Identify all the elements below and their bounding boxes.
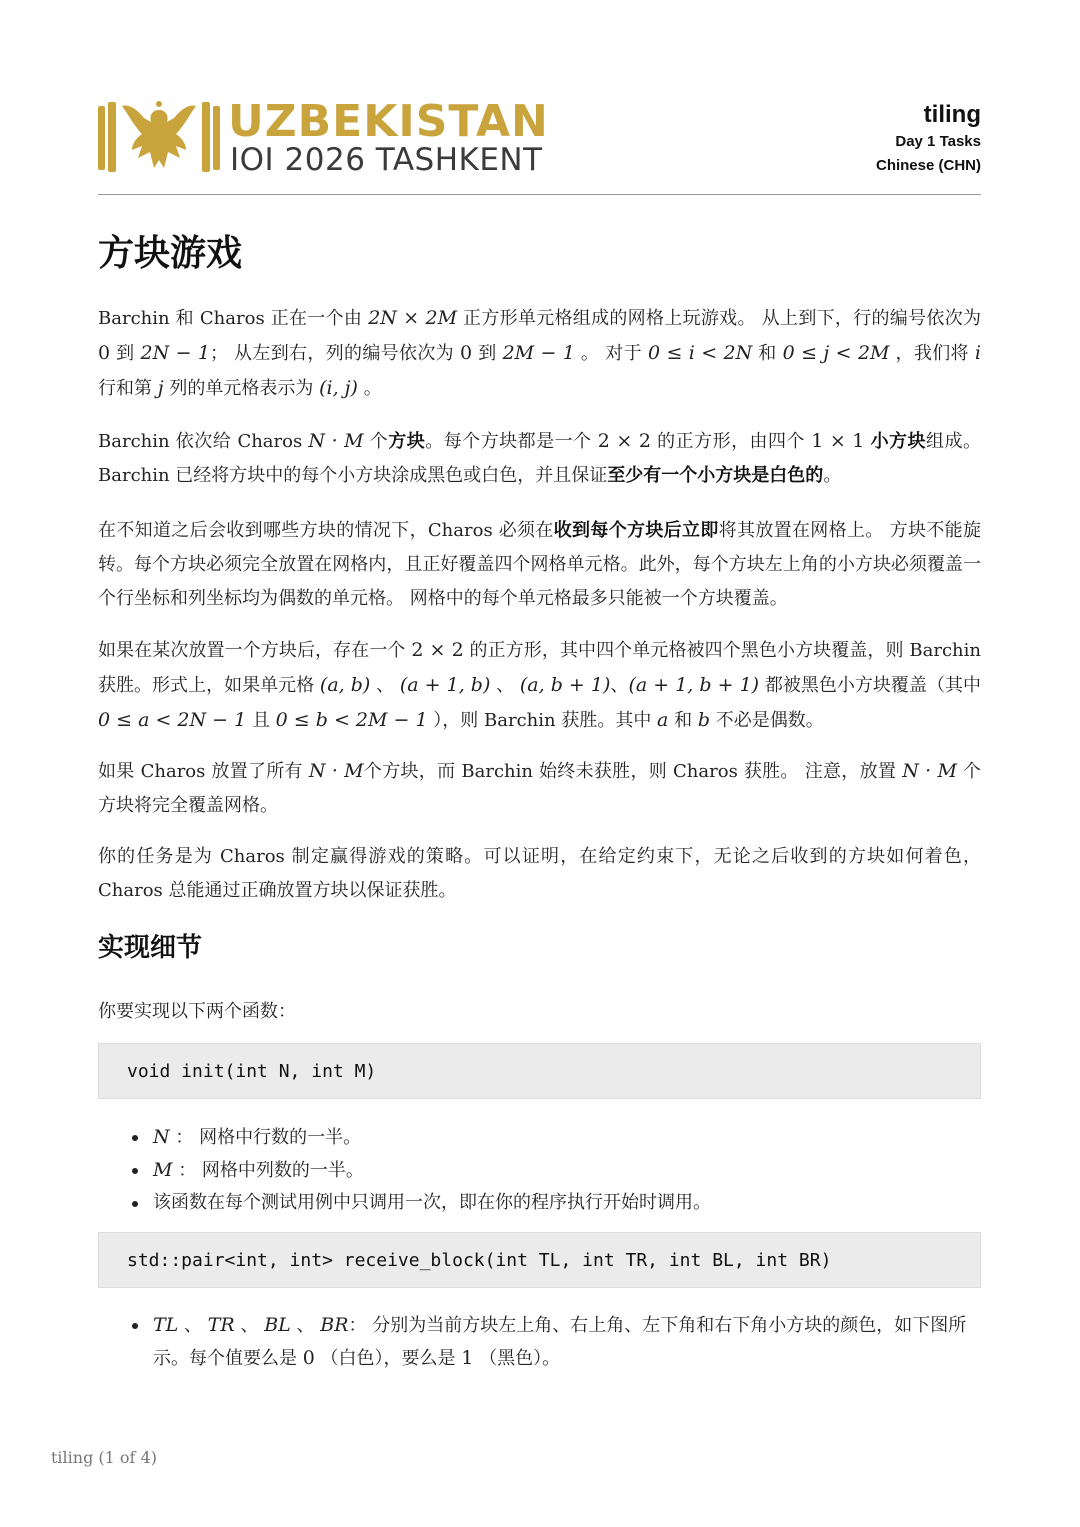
paragraph-barchin-wins: 如果在某次放置一个方块后，存在一个 2 × 2 的正方形，其中四个单元格被四个黑色小方块覆盖，则 Barchin 获胜。形式上，如果单元格 (a, b) 、 (a + 1, b) 、 (a, b + 1)、(a + 1, b + 1) 都被黑色小方块覆盖（其中 0 ≤ a < 2N − 1 且 0 ≤ b < 2M − 1 ），则 Barchin 获胜。其中 a 和 b 不必是偶数。 [98, 639, 981, 731]
list-item: 该函数在每个测试用例中只调用一次，即在你的程序执行开始时调用。 [98, 1187, 981, 1219]
logo-subtitle: IOI 2026 TASHKENT [230, 142, 543, 178]
code-receive-block-signature: std::pair<int, int> receive_block(int TL, int TR, int BL, int BR) [98, 1232, 981, 1288]
init-params-list [98, 1121, 981, 1219]
paragraph-task: 你的任务是为 Charos 制定赢得游戏的策略。可以证明，在给定约束下，无论之后收到的方块如何着色，Charos 总能通过正确放置方块以保证获胜。 [98, 846, 981, 901]
implementation-intro: 你要实现以下两个函数： [98, 1001, 296, 1022]
paragraph-placement: 在不知道之后会收到哪些方块的情况下，Charos 必须在收到每个方块后立即将其放置在网格上。 方块不能旋转。每个方块必须完全放置在网格内，且正好覆盖四个网格单元格。此外，每个方块左上角的小方块必须覆盖一个行坐标和列坐标均为偶数的单元格。 网格中的每个单元格最多只能被一个方块覆盖。 [98, 520, 981, 609]
list-item: TL 、 TR 、 BL 、 BR： 分别为当前方块左上角、右上角、左下角和右下角小方块的颜色，如下图所示。每个值要么是 0 （白色），要么是 1 （黑色）。 [98, 1309, 981, 1375]
task-name: tiling [923, 101, 981, 128]
paragraph-blocks: Barchin 依次给 Charos N · M 个方块。每个方块都是一个 2 × 2 的正方形，由四个 1 × 1 小方块组成。Barchin 已经将方块中的每个小方块涂成黑色或白色，并且保证至少有一个小方块是白色的。 [98, 430, 981, 486]
section-title-implementation: 实现细节 [98, 933, 203, 963]
page [98, 0, 981, 1527]
day-label: Day 1 Tasks [895, 133, 981, 150]
page-footer: tiling (1 of 4) [51, 1448, 157, 1467]
logo-title: UZBEKISTAN [228, 96, 549, 147]
list-item: M ： 网格中列数的一半。 [98, 1154, 981, 1187]
receive-block-params-list [98, 1309, 981, 1375]
list-item: N ： 网格中行数的一半。 [98, 1121, 981, 1154]
paragraph-grid: Barchin 和 Charos 正在一个由 2N × 2M 正方形单元格组成的网格上玩游戏。 从上到下，行的编号依次为 0 到 2N − 1； 从左到右，列的编号依次为 0 到 2M − 1 。 对于 0 ≤ i < 2N 和 0 ≤ j < 2M ，我们将 i 行和第 j 列的单元格表示为 (i, j) 。 [98, 307, 981, 399]
code-init-signature: void init(int N, int M) [98, 1043, 981, 1099]
header-meta [876, 100, 981, 178]
ioi-emblem-icon [98, 98, 220, 174]
language-label: Chinese (CHN) [875, 157, 981, 174]
paragraph-charos-wins: 如果 Charos 放置了所有 N · M个方块，而 Barchin 始终未获胜，则 Charos 获胜。 注意，放置 N · M 个方块将完全覆盖网格。 [98, 760, 981, 816]
page-header [98, 96, 981, 195]
page-title: 方块游戏 [98, 233, 243, 274]
